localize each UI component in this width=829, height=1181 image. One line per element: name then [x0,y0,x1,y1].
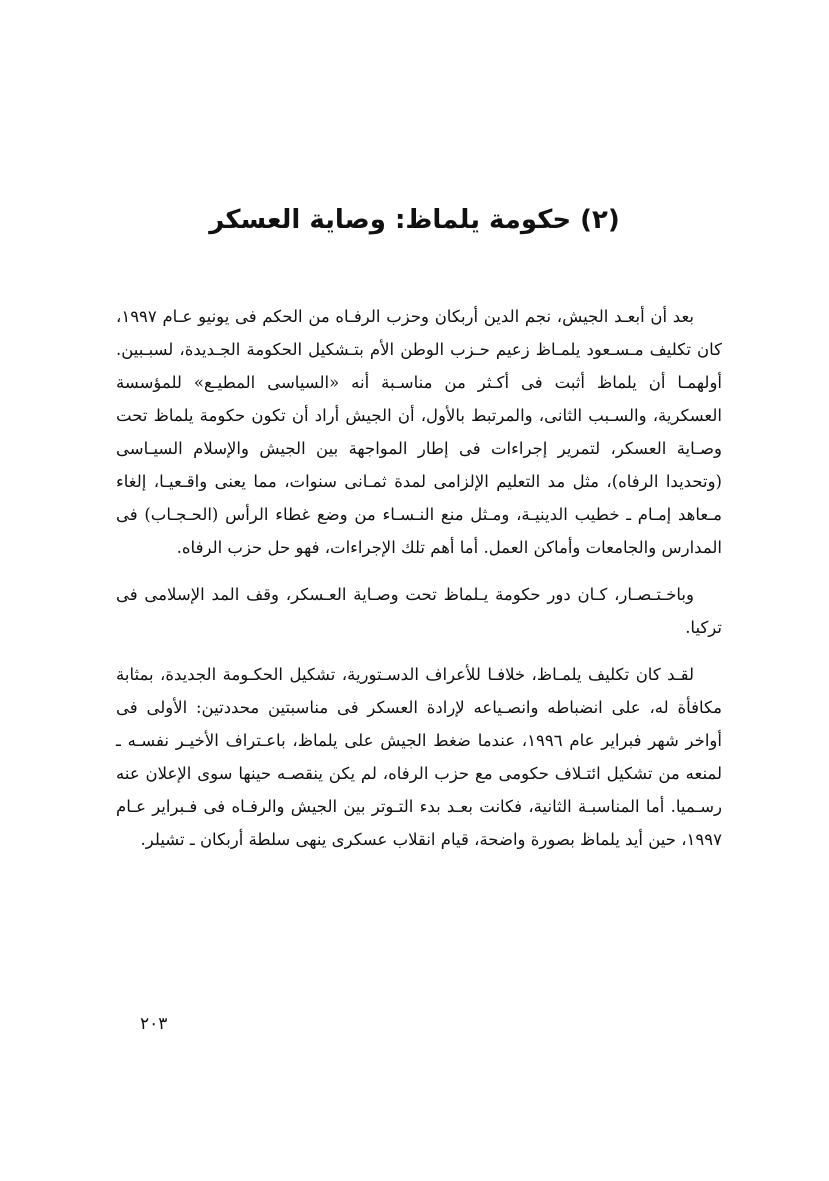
chapter-title: (٢) حكومة يلماظ: وصاية العسكر [209,205,620,235]
body-text [116,300,722,870]
paragraph-3: لقـد كان تكليف يلمـاظ، خلافـا للأعراف الدسـتورية، تشكيل الحكـومة الجديدة، بمثابة مكافأة له، على انضباطه وانصـياعه لإرادة العسكر فى مناسبتين محددتين: الأولى فى أواخر شهر فبراير عام ١٩٩٦، عندما ضغط الجيش على يلماظ، باعـتراف الأخيـر نفسـه ـ لمنعه من تشكيل ائتـلاف حكومى مع حزب الرفاه، لم يكن ينقصـه حينها سوى الإعلان عنه رسـميا. أما المناسبـة الثانية، فكانت بعـد بدء التـوتر بين الجيش والرفـاه فى فـبراير عـام ١٩٩٧، حين أيد يلماظ بصورة واضحة، قيام انقلاب عسكرى ينهى سلطة أربكان ـ تشيلر. [116,665,722,849]
page-number: ٢٠٣ [140,1014,168,1034]
paragraph-1: بعد أن أبعـد الجيش، نجم الدين أربكان وحزب الرفـاه من الحكم فى يونيو عـام ١٩٩٧، كان تكليف مـسـعود يلمـاظ زعيم حـزب الوطن الأم بتـشكيل الحكومة الجـديدة، لسبـبين. أولهمـا أن يلماظ أثبت فى أكـثر من مناسـبة أنه «السياسى المطيـع» للمؤسسة العسكرية، والسـبب الثانى، والمرتبط بالأول، أن الجيش أراد أن تكون حكومة يلماظ تحت وصـاية العسكر، لتمرير إجراءات فى إطار المواجهة بين الجيش والإسلام السيـاسى (وتحديدا الرفاه)، مثل مد التعليم الإلزامى لمدة ثمـانى سنوات، مما يعنى واقـعيـا، إلغاء مـعاهد إمـام ـ خطيب الدينيـة، ومـثل منع النـسـاء من وضع غطاء الرأس (الحـجـاب) فى المدارس والجامعات وأماكن العمل. أما أهم تلك الإجراءات، فهو حل حزب الرفاه. [116,307,722,557]
paragraph-2: وباخـتـصـار، كـان دور حكومة يـلماظ تحت وصـاية العـسكر، وقف المد الإسلامى فى تركيا. [116,585,722,637]
